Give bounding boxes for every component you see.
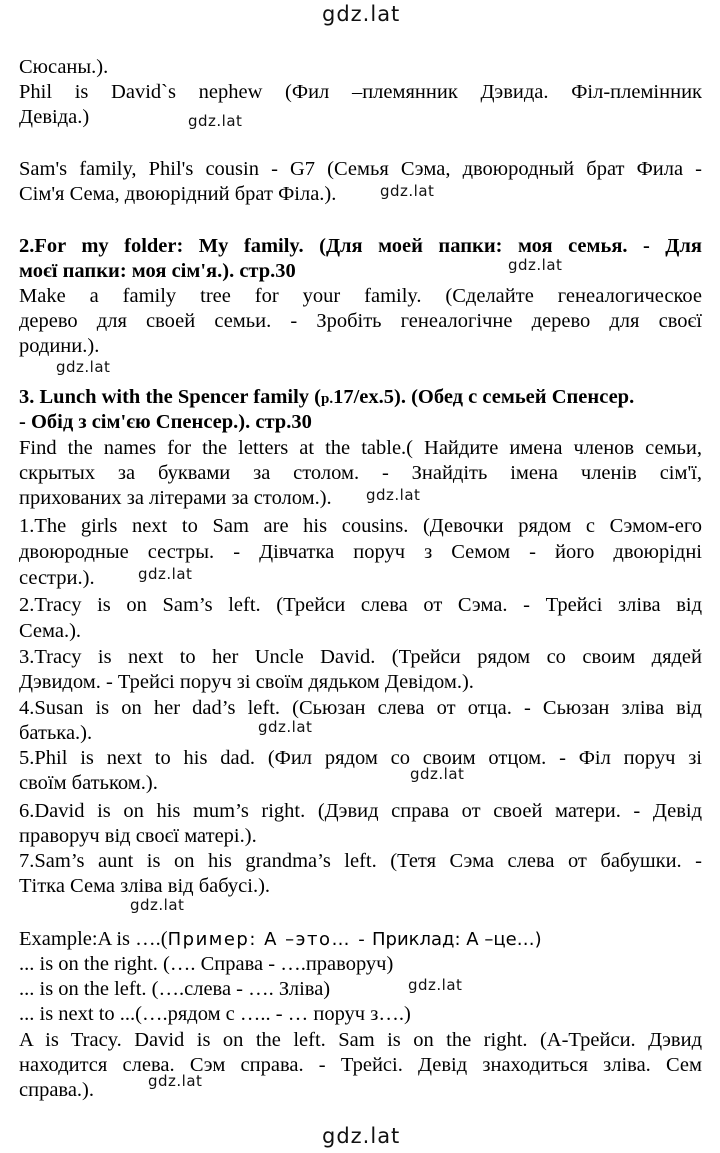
inline-watermark: gdz.lat [408,976,463,994]
inline-watermark: gdz.lat [366,486,421,504]
text-line: скрытых за буквами за столом. - Знайдіть імена членів сім'ї, [19,462,702,484]
inline-watermark: gdz.lat [148,1072,203,1090]
inline-watermark: gdz.lat [508,256,563,274]
text-line: 5.Phil is next to his dad. (Фил рядом со своим отцом. - Філ поруч зі [19,747,702,769]
text-line: Дэвидом. - Трейсі поруч зі своїм дядьком Девідом.). [19,671,474,693]
text-line: батька.). [19,722,93,744]
text-line: прихованих за літерами за столом.). [19,487,332,509]
text-line: Сім'я Сема, двоюрідний брат Філа.). [19,183,337,205]
section-heading: моєї папки: моя сім'я.). стр.30 [19,260,296,282]
text-line: родини.). [19,335,100,357]
text-line: Sam's family, Phil's cousin - G7 (Семья Сэма, двоюродный брат Фила - [19,158,702,180]
text-line: A is Tracy. David is on the left. Sam is on the right. (А-Трейси. Дэвид [19,1029,702,1051]
text-line: ... is on the left. (….слева - …. Зліва) [19,978,331,1000]
text-line: своїм батьком.). [19,772,158,794]
text-line: 4.Susan is on her dad’s left. (Сьюзан слева от отца. - Сьюзан зліва від [19,697,702,719]
section-heading: 3. Lunch with the Spencer family (р.17/ex.5). (Обед с семьей Спенсер. [19,386,635,408]
inline-watermark: gdz.lat [380,182,435,200]
text-line: Phil is David`s nephew (Фил –племянник Дэвида. Філ-племінник [19,81,702,103]
text-line: ... is on the right. (…. Справа - ….праворуч) [19,953,394,975]
text-line: Сюсаны.). [19,56,109,78]
text-line: праворуч від своєї матері.). [19,825,257,847]
text-line: Сема.). [19,620,82,642]
text-line: двоюродные сестры. - Дівчатка поруч з Семом - його двоюрідні [19,541,702,563]
text-line: Тітка Сема зліва від бабусі.). [19,875,271,897]
text-line: Find the names for the letters at the table.( Найдите имена членов семьи, [19,437,702,459]
text-line: дерево для своей семьи. - Зробіть генеалогічне дерево для своєї [19,310,702,332]
text-line: сестри.). [19,567,95,589]
inline-watermark: gdz.lat [138,565,193,583]
inline-watermark: gdz.lat [130,896,185,914]
text-line: Example:A is ….(Пример: А –это… - Приклад: А –це…) [19,928,542,950]
inline-watermark: gdz.lat [410,765,465,783]
text-line: 3.Tracy is next to her Uncle David. (Трейси рядом со своим дядей [19,646,702,668]
inline-watermark: gdz.lat [188,112,243,130]
text-line: 2.Tracy is on Sam’s left. (Трейси слева от Сэма. - Трейсі зліва від [19,594,702,616]
text-line: 6.David is on his mum’s right. (Дэвид справа от своей матери. - Девід [19,800,702,822]
text-line: 7.Sam’s aunt is on his grandma’s left. (Тетя Сэма слева от бабушки. - [19,850,702,872]
footer-watermark: gdz.lat [322,1124,401,1148]
section-heading: - Обід з сім'єю Спенсер.). стр.30 [19,411,312,433]
text-line: находится слева. Сэм справа. - Трейсі. Девід знаходиться зліва. Сем [19,1054,702,1076]
text-line: справа.). [19,1079,95,1101]
inline-watermark: gdz.lat [258,718,313,736]
text-line: 1.The girls next to Sam are his cousins. (Девочки рядом с Сэмом-его [19,515,702,537]
header-watermark: gdz.lat [322,2,401,26]
section-heading: 2.For my folder: My family. (Для моей папки: моя семья. - Для [19,235,702,257]
text-line: ... is next to ...(….рядом с ….. - … поруч з….) [19,1003,411,1025]
text-line: Make a family tree for your family. (Сделайте генеалогическое [19,285,702,307]
text-line: Девіда.) [19,106,90,128]
inline-watermark: gdz.lat [56,358,111,376]
